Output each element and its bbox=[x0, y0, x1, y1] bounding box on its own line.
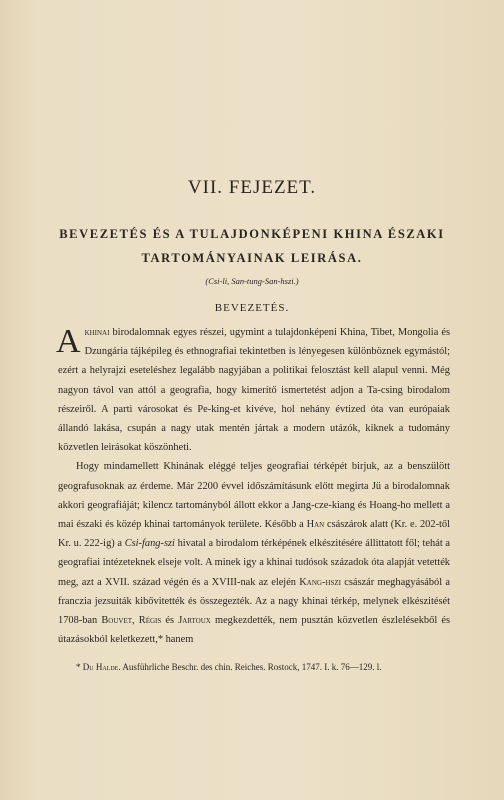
footnote-author: Du Halde bbox=[82, 662, 119, 672]
paragraph-2-text: Hogy mindamellett Khinának eléggé teljes geografiai térképét birjuk, az a benszülött geografusoknak az érdeme. Már 2200 évvel időszámításunk előtt megirta Jü a birodalomnak akkori geografiáját; kilencz tartományból állott ekkor a Jang-cze-kiang és Hoang-ho mellett a mai északi és közép khinai tartományok területe. Később a bbox=[58, 461, 450, 531]
paragraph-1 bbox=[58, 323, 450, 457]
paragraph-2-text: megkezdették, nem pusztán közvetlen észlelésekből és útazásokból keletkezett,* hanem bbox=[58, 615, 450, 646]
footnote-marker: * bbox=[76, 662, 83, 672]
chapter-heading: VII. FEJEZET. bbox=[187, 177, 317, 198]
paragraph-1-text: birodalomnak egyes részei, ugymint a tulajdonképeni Khina, Tibet, Mongolia és Dzungária tájképileg és ethnografiai tekintetben is lényegesen különböznek egymástól; ezért a helyrajzi eseteléshez legalább nagyjában a politikai felosztást kell alapul venni. Még nagyon távol van attól a geografia, hogy kimerítő ismertetést adjon a Ta-csing birodalom részeiről. A parti városokat és Pe-king-et kivéve, hol nehány évtized óta van európaiak állandó lakása, csupán a nagy utak mentén jártak a modern utázók, kiknek a tudomány közvetlen leirásokat köszönheti. bbox=[58, 327, 450, 454]
name-kang-hszi: Kang-hszi bbox=[299, 576, 341, 588]
body-text bbox=[58, 323, 450, 649]
paragraph-2-text: , bbox=[132, 615, 139, 627]
chapter-title-line-2: TARTOMÁNYAINAK LEIRÁSA. bbox=[141, 251, 363, 265]
name-regis: Régis bbox=[138, 615, 162, 627]
chapter-title bbox=[0, 222, 504, 270]
paragraph-2-text: hivatal a birodalom térképének elkészitésére állittatott fől; tehát a geografiai intézeteknek elseje volt. A minek igy a khinai tudósok századok óta alapját vetették meg, azt a XVII. század végén és a XVIII-nak az elején bbox=[58, 538, 450, 588]
drop-cap: A bbox=[56, 323, 81, 360]
paragraph-2-text: császár meghagyásából a franczia jezsuiták kibővitették és összegezték. Az a nagy khinai térkép, melynek elkészitését 1708-ban bbox=[58, 576, 450, 627]
footnote bbox=[58, 658, 450, 676]
paragraph-2-text: és bbox=[161, 615, 179, 627]
footnote-text: . Ausführliche Beschr. des chin. Reiches. Rostock, 1747. I. k. 76—129. l. bbox=[118, 662, 382, 672]
paragraph-1-lead: khinai bbox=[84, 327, 110, 338]
name-bouvet: Bouvet bbox=[101, 615, 133, 627]
section-heading: BEVEZETÉS. bbox=[214, 302, 290, 314]
chapter-subtitle: (Csi-li, San-tung-San-hszi.) bbox=[205, 276, 299, 286]
name-han: Han bbox=[306, 519, 325, 531]
paragraph-2-text: császárok alatt (Kr. e. 202-től Kr. u. 222-ig) a bbox=[58, 519, 450, 550]
chapter-title-line-1: BEVEZETÉS ÉS A TULAJDONKÉPENI KHINA ÉSZAKI bbox=[59, 227, 445, 241]
name-jartoux: Jartoux bbox=[178, 615, 211, 627]
paragraph-2 bbox=[58, 457, 450, 649]
term-csi-fang-szi: Csi-fang-szi bbox=[124, 538, 175, 550]
